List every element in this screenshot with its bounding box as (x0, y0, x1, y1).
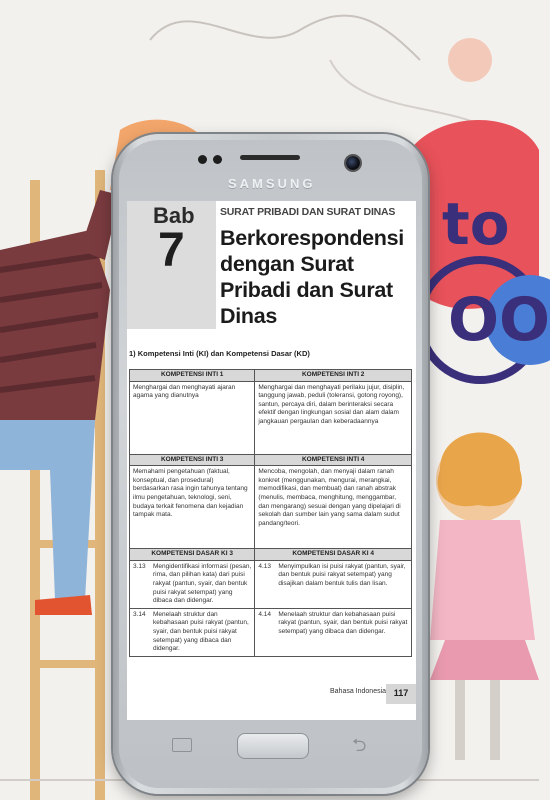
table-header: KOMPETENSI DASAR KI 4 (255, 549, 412, 561)
phone-brand-logo: SAMSUNG (228, 176, 316, 191)
kd-number: 3.14 (133, 610, 146, 618)
kd-number: 4.14 (258, 610, 272, 618)
sensor-dot (213, 155, 222, 164)
table-header: KOMPETENSI INTI 4 (255, 454, 412, 466)
table-cell (255, 608, 412, 656)
ladder-step (30, 660, 105, 668)
table-row (130, 608, 412, 656)
footer-subject: Bahasa Indonesia (330, 688, 387, 695)
kd-number: 3.13 (133, 562, 146, 570)
table-header: KOMPETENSI DASAR KI 3 (130, 549, 255, 561)
table-cell: Mencoba, mengolah, dan menyaji dalam ranah konkret (menggunakan, mengurai, merangkai, memodifikasi, dan membuat) dan ranah abstrak (menulis, membaca, menghitung, menggambar, dan mengarang) sesuai dengan yang dipelajari di sekolah dan sumber lain yang sama dalam sudut pandang/teori. (255, 466, 412, 549)
front-camera-icon (346, 156, 360, 170)
chapter-box (127, 201, 216, 329)
boy-shoe (35, 595, 92, 615)
table-cell (255, 560, 412, 608)
girl-leg (490, 680, 500, 760)
earpiece-speaker (240, 155, 300, 160)
table-row (130, 560, 412, 608)
chapter-label: Bab (153, 203, 195, 228)
competency-table (129, 369, 412, 657)
table-cell (130, 608, 255, 656)
table-cell: Memahami pengetahuan (faktual, konseptual, dan prosedural) berdasarkan rasa ingin tahunya tentang ilmu pengetahuan, teknologi, seni, budaya terkait fenomena dan kejadian tampak mata. (130, 466, 255, 549)
decor-circle (448, 38, 492, 82)
section-heading: 1) Kompetensi Inti (KI) dan Kompetensi Dasar (KD) (129, 349, 310, 358)
bg-word-oo: OO (448, 285, 550, 355)
home-button[interactable] (237, 733, 309, 759)
table-cell (130, 560, 255, 608)
table-header: KOMPETENSI INTI 1 (130, 370, 255, 382)
chapter-title: Berkorespondensi dengan Surat Pribadi dan Surat Dinas (220, 226, 404, 328)
girl-hair (438, 433, 522, 507)
back-icon[interactable]: ⮌ (352, 735, 367, 755)
girl-dress (430, 520, 535, 640)
girl-skirt (430, 640, 539, 680)
phone-screen[interactable] (127, 201, 416, 720)
girl-leg (455, 680, 465, 760)
kd-number: 4.13 (258, 562, 272, 570)
scribble-line (150, 16, 420, 60)
table-cell: Menghargai dan menghayati perilaku jujur, disiplin, tanggung jawab, peduli (toleransi, gotong royong), santun, percaya diri, dalam berinteraksi secara efektif dengan lingkungan sosial dan alam dalam jangkauan pergaulan dan keberadaannya (255, 381, 412, 454)
kd-text: Menelaah struktur dan kebahasaan puisi rakyat (pantun, syair, dan bentuk puisi rakyat setempat) yang dibaca dan didengar. (278, 610, 408, 635)
table-cell: Menghargai dan menghayati ajaran agama yang dianutnya (130, 381, 255, 454)
recent-apps-button[interactable] (172, 738, 192, 752)
sensor-dot (198, 155, 207, 164)
table-header: KOMPETENSI INTI 2 (255, 370, 412, 382)
bg-word-to: to (442, 190, 510, 258)
chapter-number: 7 (158, 224, 185, 277)
chapter-subtitle: SURAT PRIBADI DAN SURAT DINAS (220, 206, 396, 218)
kd-text: Mengidentifikasi informasi (pesan, rima, dan pilihan kata) dari puisi rakyat (pantun, syair, dan bentuk puisi rakyat setempat) yang dibaca dan didengar. (153, 562, 252, 605)
page-number: 117 (386, 684, 416, 704)
table-header: KOMPETENSI INTI 3 (130, 454, 255, 466)
kd-text: Menelaah struktur dan kebahasaan puisi rakyat (pantun, syair, dan bentuk puisi rakyat setempat) yang dibaca dan didengar. (153, 610, 249, 653)
kd-text: Menyimpulkan isi puisi rakyat (pantun, syair, dan bentuk puisi rakyat setempat) yang disajikan dalam bentuk tulis dan lisan. (278, 562, 406, 587)
boy-jeans (0, 420, 95, 600)
